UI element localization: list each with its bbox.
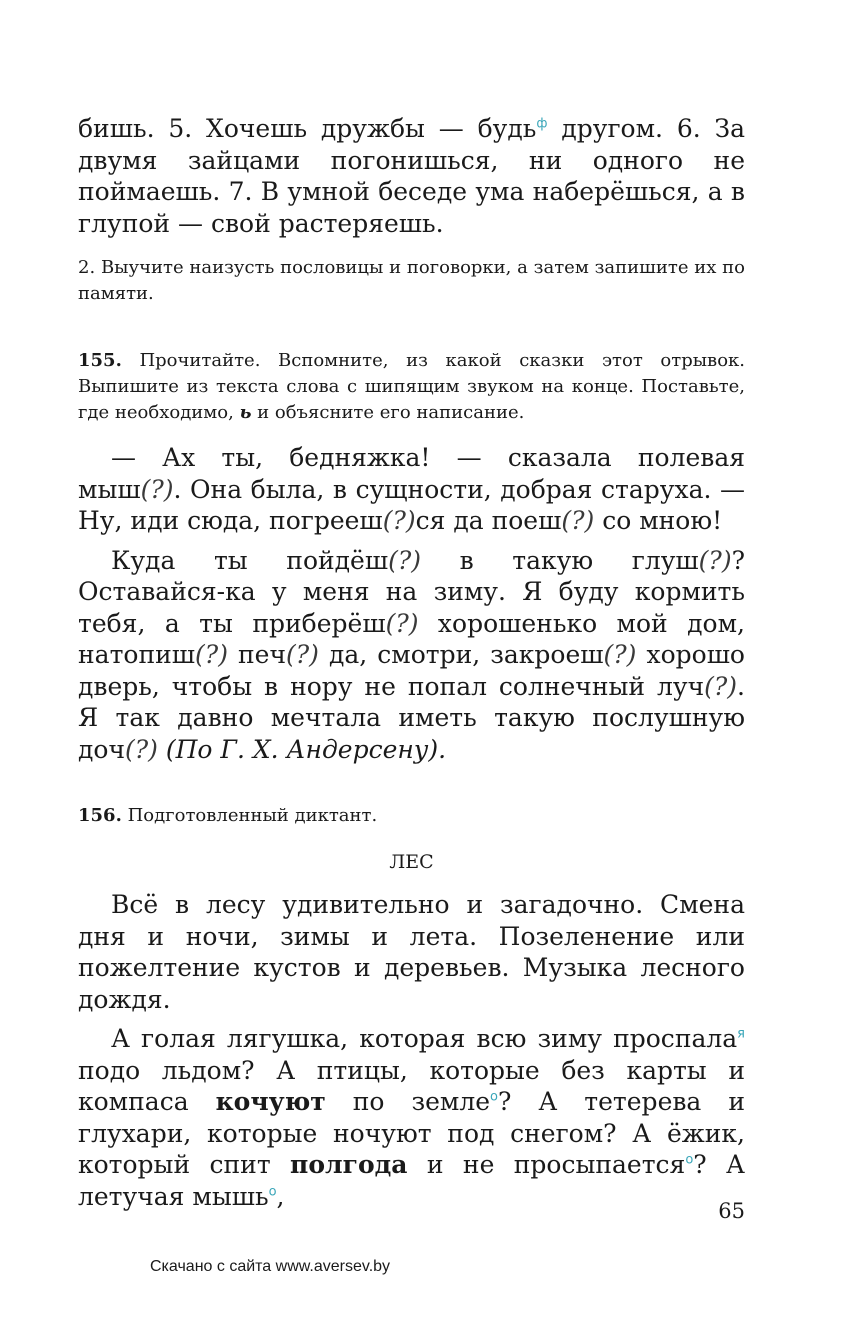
text-run: ? А летучая мышь	[78, 1150, 745, 1211]
text-run: А голая лягушка, которая всю зиму проспала	[111, 1024, 738, 1053]
page-content	[78, 110, 745, 1212]
text-run: печ	[227, 640, 286, 669]
blank-mark: (?)	[704, 671, 738, 701]
superscript-mark: о	[268, 1184, 277, 1200]
exercise-155-text	[78, 442, 745, 765]
blank-mark: (?)	[698, 545, 732, 575]
text-run: Подготовленный диктант.	[121, 805, 378, 826]
text-run: Куда ты пойдёш	[111, 545, 389, 575]
blank-mark: (?)	[124, 734, 158, 764]
text-run: по земле	[325, 1087, 491, 1116]
bold-word: кочуют	[215, 1087, 326, 1116]
superscript-mark: ф	[536, 116, 548, 132]
text-run: — Ах ты, бедняжка! — сказала полевая мыш	[78, 443, 745, 504]
source-attribution: (По Г. Х. Андерсену).	[157, 734, 447, 764]
paragraph: Всё в лесу удивительно и загадочно. Смена дня и ночи, зимы и лета. Позеленение или пожелтение кустов и деревьев. Музыка лесного дождя.	[78, 890, 745, 1014]
blank-mark: (?)	[195, 640, 228, 669]
text-run: ? Оставайся-ка у меня на зиму. Я буду кормить тебя, а ты приберёш	[78, 545, 745, 638]
bold-word: полгода	[290, 1150, 408, 1179]
text-run: со мною!	[594, 506, 723, 535]
blank-mark: (?)	[561, 506, 595, 535]
superscript-mark: о	[490, 1089, 498, 1105]
text-run: . Я так давно мечтала иметь такую послушную доч	[78, 671, 745, 764]
text-run: бишь. 5. Хочешь дружбы — будь	[78, 114, 537, 143]
blank-mark: (?)	[286, 640, 319, 669]
paragraph	[78, 442, 745, 537]
download-footer: Скачано с сайта www.aversev.by	[150, 1258, 391, 1275]
text-run: хорошо дверь, чтобы в нору не попал солнечный луч	[78, 640, 745, 701]
exercise-number: 155.	[78, 350, 122, 371]
soft-sign: ь	[239, 402, 252, 423]
dictation-title: ЛЕС	[389, 851, 434, 873]
text-run: ? А тетерева и глухари, которые ночуют под снегом? А ёжик, который спит	[78, 1087, 745, 1179]
page-number: 65	[718, 1199, 745, 1223]
text-run: ся да поеш	[415, 506, 562, 535]
text-run: в такую глуш	[421, 545, 699, 575]
text-run: и не просыпается	[407, 1150, 686, 1179]
text-run: другом. 6. За двумя зайцами погонишься, ни одного не поймаешь. 7. В умной беседе ума наберёшься, а в глупой — свой растеряешь.	[78, 114, 745, 238]
blank-mark: (?)	[388, 545, 422, 575]
blank-mark: (?)	[385, 608, 419, 638]
exercise-number: 156.	[78, 805, 122, 826]
text-run: и объясните его написание.	[251, 402, 525, 423]
proverbs-paragraph	[78, 113, 745, 239]
text-run: подо льдом? А птицы, которые без карты и компаса	[78, 1055, 745, 1116]
exercise-156-text	[78, 889, 745, 1212]
exercise-155-instruction	[78, 348, 745, 426]
exercise-156-instruction	[78, 803, 745, 829]
text-run: . Она была, в сущности, добрая старуха. — Ну, иди сюда, погрееш	[78, 474, 745, 535]
superscript-mark: о	[685, 1152, 694, 1168]
blank-mark: (?)	[382, 506, 416, 535]
task-2: 2. Выучите наизусть пословицы и поговорки, а затем запишите их по памяти.	[78, 257, 745, 304]
blank-mark: (?)	[140, 474, 174, 504]
paragraph	[78, 545, 745, 766]
text-run: Прочитайте. Вспомните, из какой сказки этот отрывок. Выпишите из текста слова с шипящим звуком на конце. Поставьте, где необходимо,	[78, 350, 745, 423]
superscript-mark: я	[737, 1026, 745, 1042]
text-run: хорошенько мой дом, натопиш	[78, 608, 745, 669]
text-run: ,	[276, 1181, 285, 1211]
blank-mark: (?)	[603, 640, 637, 669]
text-run: да, смотри, закроеш	[318, 640, 604, 669]
paragraph	[78, 1023, 745, 1212]
